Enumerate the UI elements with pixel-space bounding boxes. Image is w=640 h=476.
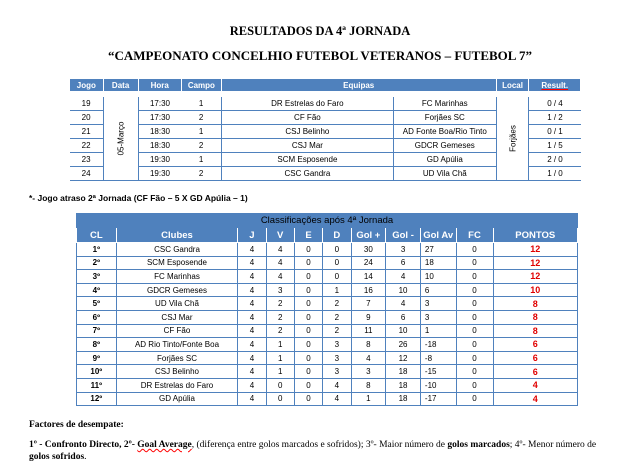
standing-row (77, 392, 578, 406)
match-hora: 18:30 (138, 125, 182, 139)
standing-row (77, 324, 578, 338)
tiebreak-golos-marcados: golos marcados (447, 440, 510, 450)
match-result: 0 / 4 (529, 97, 581, 111)
standing-gol-plus: 14 (351, 270, 386, 284)
standing-e: 0 (294, 324, 322, 338)
header-clubes: Clubes (116, 228, 238, 243)
match-away-team: AD Fonte Boa/Rio Tinto (394, 125, 497, 139)
standing-v: 1 (266, 351, 294, 365)
standing-gol-plus: 7 (351, 297, 386, 311)
standing-d: 3 (323, 365, 351, 379)
standing-d: 4 (323, 392, 351, 406)
standing-points: 4 (493, 378, 578, 392)
standing-gol-av: 6 (420, 283, 456, 297)
standing-row (77, 283, 578, 297)
match-jogo: 21 (70, 125, 104, 139)
header-jogo: Jogo (70, 79, 104, 92)
standing-points: 6 (493, 365, 578, 379)
match-home-team: CF Fão (221, 111, 393, 125)
header-hora: Hora (138, 79, 182, 92)
match-jogo: 19 (70, 97, 104, 111)
header-data: Data (103, 79, 138, 92)
tiebreak-title: Factores de desempate: (29, 420, 124, 430)
header-campo: Campo (182, 79, 222, 92)
header-e: E (294, 228, 322, 243)
standing-d: 4 (323, 378, 351, 392)
standing-gol-plus: 8 (351, 338, 386, 352)
match-local-label: Forjães (508, 125, 518, 152)
standing-position: 4º (77, 283, 117, 297)
standing-gol-plus: 4 (351, 351, 386, 365)
standing-row (77, 310, 578, 324)
standing-e: 0 (294, 351, 322, 365)
standing-position: 5º (77, 297, 117, 311)
standing-j: 4 (238, 297, 266, 311)
standing-points: 6 (493, 338, 578, 352)
standing-e: 0 (294, 378, 322, 392)
match-away-team: UD Vila Chã (394, 167, 497, 181)
standing-row (77, 351, 578, 365)
standing-e: 0 (294, 365, 322, 379)
header-cl: CL (77, 228, 117, 243)
standing-row (77, 338, 578, 352)
match-home-team: CSJ Mar (221, 139, 393, 153)
standing-club: AD Rio Tinto/Fonte Boa (116, 338, 238, 352)
standing-v: 4 (266, 256, 294, 270)
standing-v: 4 (266, 270, 294, 284)
standing-fc: 0 (456, 338, 493, 352)
standing-row (77, 297, 578, 311)
standing-points: 6 (493, 351, 578, 365)
standing-d: 0 (323, 270, 351, 284)
standing-position: 12º (77, 392, 117, 406)
standing-points: 8 (493, 324, 578, 338)
standing-gol-minus: 12 (386, 351, 421, 365)
standing-v: 2 (266, 310, 294, 324)
standing-position: 9º (77, 351, 117, 365)
match-row (70, 97, 581, 111)
standing-gol-minus: 6 (386, 310, 421, 324)
header-fc: FC (456, 228, 493, 243)
match-result: 0 / 1 (529, 125, 581, 139)
match-result: 1 / 5 (529, 139, 581, 153)
standing-v: 0 (266, 378, 294, 392)
standing-gol-minus: 4 (386, 297, 421, 311)
standing-gol-minus: 18 (386, 365, 421, 379)
tiebreak-goal-average: Goal Average (137, 440, 192, 450)
standing-gol-plus: 30 (351, 243, 386, 257)
standing-e: 0 (294, 338, 322, 352)
standing-j: 4 (238, 283, 266, 297)
tiebreak-text (29, 439, 619, 463)
standing-e: 0 (294, 392, 322, 406)
standing-gol-plus: 3 (351, 365, 386, 379)
standing-gol-av: -15 (420, 365, 456, 379)
standing-gol-plus: 16 (351, 283, 386, 297)
standing-gol-minus: 18 (386, 392, 421, 406)
standing-position: 3º (77, 270, 117, 284)
standing-j: 4 (238, 338, 266, 352)
match-hora: 19:30 (138, 153, 182, 167)
match-date (103, 97, 138, 181)
standing-v: 2 (266, 324, 294, 338)
standing-position: 10º (77, 365, 117, 379)
tiebreak-golos-sofridos: golos sofridos (29, 452, 85, 462)
standings-caption: Classificações após 4ª Jornada (77, 214, 578, 228)
standing-fc: 0 (456, 283, 493, 297)
standing-gol-plus: 9 (351, 310, 386, 324)
standing-row (77, 365, 578, 379)
standing-d: 0 (323, 256, 351, 270)
standings-table (76, 213, 578, 406)
match-jogo: 22 (70, 139, 104, 153)
standing-gol-av: 3 (420, 310, 456, 324)
standing-points: 8 (493, 297, 578, 311)
standing-fc: 0 (456, 270, 493, 284)
standing-points: 12 (493, 256, 578, 270)
standing-row (77, 378, 578, 392)
match-campo: 1 (182, 97, 222, 111)
standing-fc: 0 (456, 297, 493, 311)
standing-points: 12 (493, 243, 578, 257)
standing-j: 4 (238, 243, 266, 257)
header-gol-minus: Gol - (386, 228, 421, 243)
match-campo: 2 (182, 111, 222, 125)
standing-gol-minus: 4 (386, 270, 421, 284)
header-gol-plus: Gol + (351, 228, 386, 243)
standing-position: 11º (77, 378, 117, 392)
standing-points: 8 (493, 310, 578, 324)
standing-gol-plus: 1 (351, 392, 386, 406)
standing-d: 2 (323, 310, 351, 324)
header-v: V (266, 228, 294, 243)
standing-gol-av: 27 (420, 243, 456, 257)
standing-v: 4 (266, 243, 294, 257)
match-result: 2 / 0 (529, 153, 581, 167)
standing-gol-minus: 6 (386, 256, 421, 270)
standing-position: 1º (77, 243, 117, 257)
standing-e: 0 (294, 256, 322, 270)
standing-d: 1 (323, 283, 351, 297)
results-header-row (70, 79, 581, 92)
match-hora: 17:30 (138, 111, 182, 125)
standing-position: 8º (77, 338, 117, 352)
standing-fc: 0 (456, 310, 493, 324)
standing-gol-minus: 10 (386, 324, 421, 338)
standing-v: 3 (266, 283, 294, 297)
tiebreak-part: . (84, 452, 87, 462)
postponed-game-note: *- Jogo atraso 2ª Jornada (CF Fão – 5 X GD Apúlia – 1) (29, 193, 248, 203)
standing-j: 4 (238, 270, 266, 284)
standing-club: SCM Esposende (116, 256, 238, 270)
tiebreak-part: 1º - Confronto Directo, 2º- (29, 440, 138, 450)
match-jogo: 24 (70, 167, 104, 181)
standing-j: 4 (238, 256, 266, 270)
page-subtitle: “CAMPEONATO CONCELHIO FUTEBOL VETERANOS – FUTEBOL 7” (107, 48, 533, 63)
standing-club: CSJ Belinho (116, 365, 238, 379)
header-j: J (238, 228, 266, 243)
standing-points: 4 (493, 392, 578, 406)
match-home-team: DR Estrelas do Faro (221, 97, 393, 111)
standing-e: 0 (294, 283, 322, 297)
standing-v: 1 (266, 365, 294, 379)
match-jogo: 20 (70, 111, 104, 125)
standing-fc: 0 (456, 243, 493, 257)
match-campo: 1 (182, 125, 222, 139)
header-gol-av: Gol Av (420, 228, 456, 243)
match-jogo: 23 (70, 153, 104, 167)
standing-row (77, 270, 578, 284)
header-pontos: PONTOS (493, 228, 578, 243)
standing-gol-av: 3 (420, 297, 456, 311)
match-result: 1 / 2 (529, 111, 581, 125)
match-campo: 1 (182, 153, 222, 167)
match-away-team: FC Marinhas (394, 97, 497, 111)
standing-gol-av: -17 (420, 392, 456, 406)
match-away-team: GDCR Gemeses (394, 139, 497, 153)
match-home-team: SCM Esposende (221, 153, 393, 167)
match-campo: 2 (182, 139, 222, 153)
standing-gol-minus: 3 (386, 243, 421, 257)
standing-gol-av: -10 (420, 378, 456, 392)
header-equipas: Equipas (221, 79, 496, 92)
standing-gol-minus: 26 (386, 338, 421, 352)
standing-j: 4 (238, 365, 266, 379)
standing-j: 4 (238, 378, 266, 392)
standing-gol-av: -18 (420, 338, 456, 352)
standing-points: 10 (493, 283, 578, 297)
standing-position: 7º (77, 324, 117, 338)
match-away-team: GD Apúlia (394, 153, 497, 167)
standing-d: 3 (323, 338, 351, 352)
standing-j: 4 (238, 351, 266, 365)
standing-e: 0 (294, 243, 322, 257)
standings-header-row (77, 228, 578, 243)
match-hora: 18:30 (138, 139, 182, 153)
standing-fc: 0 (456, 324, 493, 338)
standing-club: GD Apúlia (116, 392, 238, 406)
standing-position: 6º (77, 310, 117, 324)
standing-points: 12 (493, 270, 578, 284)
match-home-team: CSJ Belinho (221, 125, 393, 139)
standing-club: UD Vila Chã (116, 297, 238, 311)
standing-club: CSJ Mar (116, 310, 238, 324)
match-hora: 19:30 (138, 167, 182, 181)
standing-v: 1 (266, 338, 294, 352)
standing-gol-av: 10 (420, 270, 456, 284)
match-local (496, 97, 529, 181)
match-home-team: CSC Gandra (221, 167, 393, 181)
standing-d: 2 (323, 324, 351, 338)
standing-club: GDCR Gemeses (116, 283, 238, 297)
standing-row (77, 243, 578, 257)
standing-club: DR Estrelas do Faro (116, 378, 238, 392)
standing-v: 2 (266, 297, 294, 311)
header-result: Result. (529, 79, 581, 92)
standing-j: 4 (238, 310, 266, 324)
page-title: RESULTADOS DA 4ª JORNADA (229, 24, 411, 38)
match-hora: 17:30 (138, 97, 182, 111)
standing-position: 2º (77, 256, 117, 270)
tiebreak-part: ; 4º- Menor número de (509, 440, 597, 450)
standing-gol-minus: 10 (386, 283, 421, 297)
standing-gol-plus: 24 (351, 256, 386, 270)
standing-gol-av: 18 (420, 256, 456, 270)
match-date-label: 05-Março (116, 121, 126, 156)
standing-e: 0 (294, 270, 322, 284)
match-campo: 2 (182, 167, 222, 181)
results-table (69, 78, 581, 181)
tiebreak-part: , (diferença entre golos marcados e sofridos); 3º- Maior número de (191, 440, 448, 450)
standing-d: 0 (323, 243, 351, 257)
standing-fc: 0 (456, 378, 493, 392)
standing-e: 0 (294, 297, 322, 311)
standing-club: CF Fão (116, 324, 238, 338)
header-local: Local (496, 79, 529, 92)
standing-fc: 0 (456, 365, 493, 379)
standing-e: 0 (294, 310, 322, 324)
standing-fc: 0 (456, 351, 493, 365)
standing-gol-av: 1 (420, 324, 456, 338)
header-d: D (323, 228, 351, 243)
standing-j: 4 (238, 392, 266, 406)
match-away-team: Forjães SC (394, 111, 497, 125)
standing-d: 2 (323, 297, 351, 311)
match-result: 1 / 0 (529, 167, 581, 181)
standing-club: Forjães SC (116, 351, 238, 365)
standing-club: CSC Gandra (116, 243, 238, 257)
standing-fc: 0 (456, 392, 493, 406)
standing-j: 4 (238, 324, 266, 338)
standing-gol-plus: 11 (351, 324, 386, 338)
standing-d: 3 (323, 351, 351, 365)
standing-gol-minus: 18 (386, 378, 421, 392)
standing-gol-plus: 8 (351, 378, 386, 392)
standing-gol-av: -8 (420, 351, 456, 365)
standing-club: FC Marinhas (116, 270, 238, 284)
standing-row (77, 256, 578, 270)
standing-v: 0 (266, 392, 294, 406)
standing-fc: 0 (456, 256, 493, 270)
